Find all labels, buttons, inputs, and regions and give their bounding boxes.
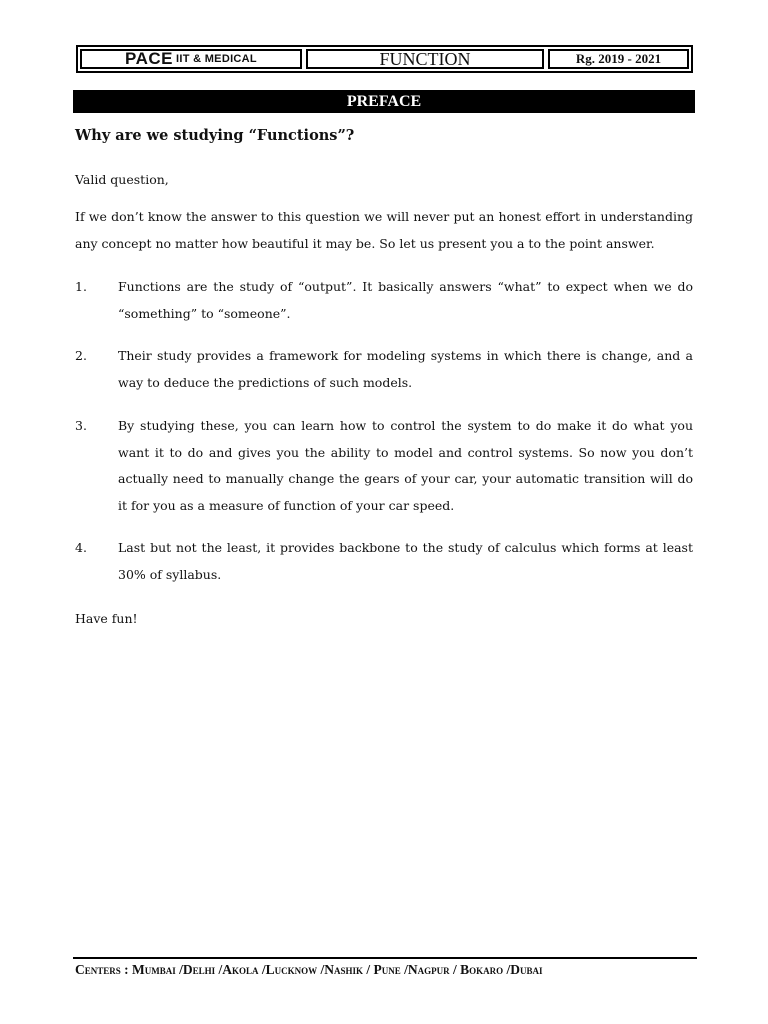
closing-text: Have fun! xyxy=(75,611,138,626)
section-title-bar: PREFACE xyxy=(73,90,695,113)
brand-logo xyxy=(80,49,302,69)
list-number: 4. xyxy=(75,540,87,555)
footer-divider xyxy=(73,957,697,959)
list-number: 1. xyxy=(75,279,87,294)
list-item xyxy=(75,274,693,327)
list-text: Functions are the study of “output”. It basically answers “what” to expect when we do “something” to “someone”. xyxy=(118,279,693,321)
list-text: Last but not the least, it provides backbone to the study of calculus which forms at least 30% of syllabus. xyxy=(118,540,693,582)
list-item xyxy=(75,535,693,588)
intro-paragraph: If we don’t know the answer to this question we will never put an honest effort in understanding any concept no matter how beautiful it may be. So let us present you a to the point answer. xyxy=(75,209,693,251)
page-heading: Why are we studying “Functions”? xyxy=(75,127,355,144)
list-text: By studying these, you can learn how to control the system to do make it do what you want it to do and gives you the ability to model and control systems. So now you don’t actually need to manually change the gears of your car, your automatic transition will do it for you as a measure of function of your car speed. xyxy=(118,418,693,513)
list-item xyxy=(75,413,693,519)
list-text: Their study provides a framework for modeling systems in which there is change, and a way to deduce the predictions of such models. xyxy=(118,348,693,390)
footer-centers: Centers : Mumbai /Delhi /Akola /Lucknow /Nashik / Pune /Nagpur / Bokaro /Dubai xyxy=(75,962,543,977)
list-item xyxy=(75,343,693,396)
intro-text: Valid question, xyxy=(75,172,169,187)
batch-label: Rg. 2019 - 2021 xyxy=(548,49,689,69)
logo-sub-text: IIT & MEDICAL xyxy=(176,53,257,65)
topic-title: FUNCTION xyxy=(306,49,544,69)
list-number: 3. xyxy=(75,418,87,433)
page-header xyxy=(76,45,693,73)
logo-main-text: PACE xyxy=(125,49,174,68)
list-number: 2. xyxy=(75,348,87,363)
